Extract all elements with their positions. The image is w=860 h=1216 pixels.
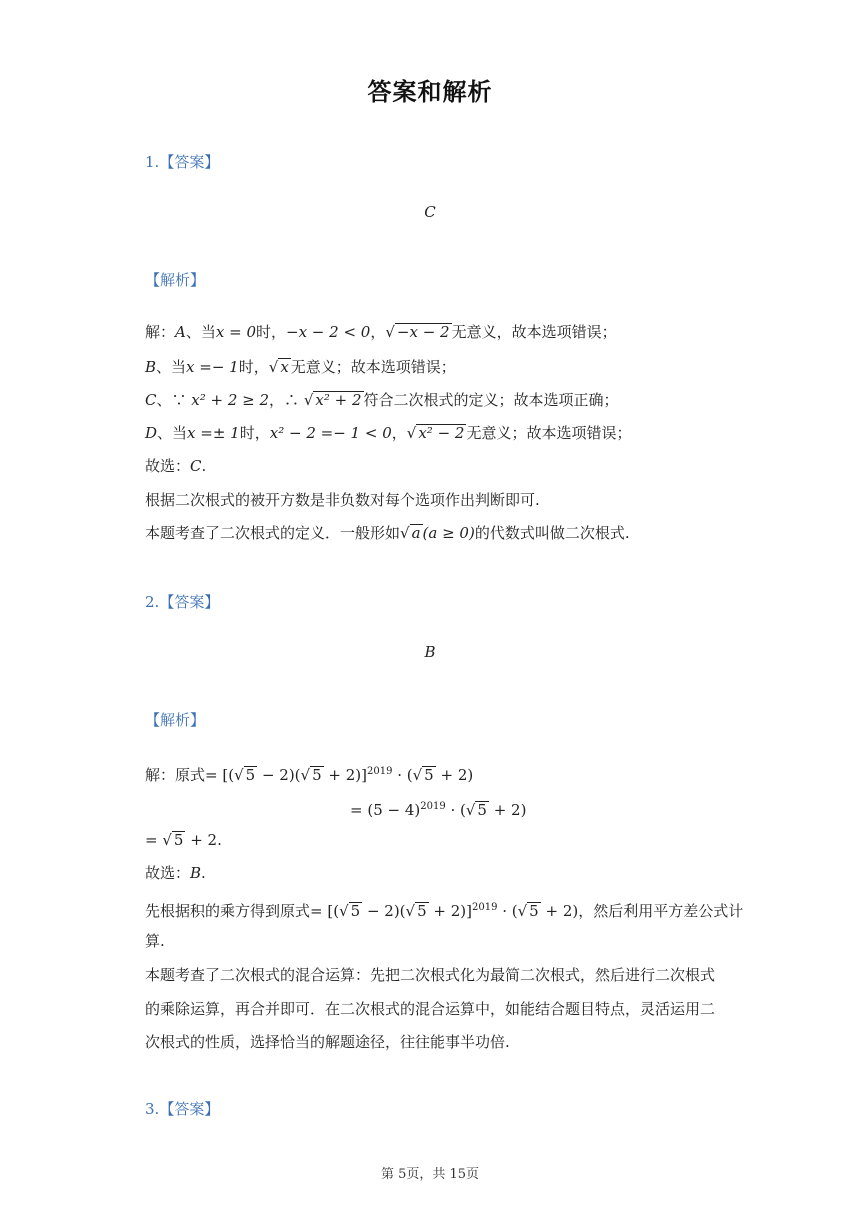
sqrt-expression: √ x² + 2	[303, 391, 362, 409]
sqrt-expression: √ 5	[162, 831, 184, 849]
sqrt-expression: √ x	[268, 358, 289, 376]
q1-analysis-tag: 【解析】	[145, 271, 206, 289]
exponent: 2019	[367, 766, 393, 777]
text: ，	[391, 424, 407, 442]
math: = [(	[310, 902, 340, 920]
sqrt-expression: √ 5	[412, 766, 434, 784]
math: + 2)	[435, 766, 474, 784]
sqrt-expression: √ 5	[405, 902, 427, 920]
text: 的代数式叫做二次根式.	[474, 524, 630, 542]
radicand: x² + 2	[315, 391, 362, 409]
radicand: x	[280, 358, 289, 376]
q2-answer-heading	[145, 590, 219, 614]
page-footer: 第 5页，共 15页	[380, 1167, 480, 1182]
radicand: a	[411, 524, 421, 542]
text: .	[201, 457, 207, 475]
text: 故选：	[145, 457, 191, 475]
math: · (	[392, 766, 413, 784]
radicand: 5	[245, 766, 256, 784]
exponent: 2019	[472, 902, 498, 913]
text: .	[201, 864, 206, 882]
q2-number: 2.	[145, 593, 160, 611]
q1-answer-tag: 【答案】	[159, 153, 220, 171]
math: + 2)]	[323, 766, 367, 784]
math: x =− 1	[186, 358, 239, 376]
q3-number: 3.	[145, 1100, 160, 1118]
math: + 2)	[488, 801, 527, 819]
math: · (	[445, 801, 466, 819]
math: = [(	[205, 766, 235, 784]
text: 、∵	[156, 391, 192, 409]
radicand: 5	[424, 766, 434, 784]
sqrt-expression: √ 5	[234, 766, 256, 784]
math: x = 0	[215, 323, 256, 341]
math: x² + 2 ≥ 2	[191, 391, 270, 409]
option-letter: D	[145, 424, 158, 442]
sqrt-expression: √ 5	[339, 902, 361, 920]
q3-answer-tag: 【答案】	[159, 1100, 220, 1118]
math: = (5 − 4)	[350, 801, 421, 819]
q2-answer-value: B	[424, 643, 436, 661]
sqrt-expression: √ −x − 2	[385, 323, 450, 341]
text: ，∴	[269, 391, 304, 409]
q1-analysis-line-3	[145, 388, 619, 412]
text: 、当	[156, 358, 187, 376]
sqrt-expression: √ x² − 2	[406, 424, 465, 442]
q2-analysis-heading	[145, 708, 205, 732]
q1-analysis-line-6: 根据二次根式的被开方数是非负数对每个选项作出判断即可.	[145, 491, 540, 509]
math: =	[145, 831, 163, 849]
math: − 2)(	[362, 902, 406, 920]
q1-analysis-line-7	[145, 521, 630, 545]
q2-analysis-line-5	[145, 896, 743, 923]
q1-analysis-line-1	[145, 320, 617, 344]
q2-analysis-line-7: 本题考查了二次根式的混合运算：先把二次根式化为最简二次根式，然后进行二次根式	[145, 966, 716, 984]
q2-analysis-line-1	[145, 760, 473, 787]
text: 本题考查了二次根式的定义．一般形如	[145, 524, 401, 542]
q2-analysis-line-9: 次根式的性质，选择恰当的解题途径，往往能事半功倍.	[145, 1033, 510, 1051]
text: 解：	[145, 323, 176, 341]
text: 解：原式	[145, 766, 206, 784]
radicand: x² − 2	[418, 424, 465, 442]
q1-answer-value: C	[424, 203, 436, 221]
q1-analysis-line-4	[145, 421, 631, 445]
text: 时，	[238, 358, 269, 376]
text: 时，	[239, 424, 270, 442]
radicand: 5	[173, 831, 184, 849]
sqrt-expression: √ 5	[517, 902, 539, 920]
math: · (	[497, 902, 518, 920]
math: + 2.	[185, 831, 222, 849]
radicand: −x − 2	[396, 323, 450, 341]
q2-analysis-tag: 【解析】	[145, 711, 206, 729]
math: − 2)(	[257, 766, 301, 784]
text: 时，	[255, 323, 286, 341]
math: −x − 2 < 0	[286, 323, 371, 341]
q2-answer-tag: 【答案】	[159, 593, 220, 611]
q1-number: 1.	[145, 153, 160, 171]
q2-analysis-line-4	[145, 861, 206, 885]
q1-analysis-line-5	[145, 454, 206, 478]
math: x =± 1	[187, 424, 240, 442]
math: (a ≥ 0)	[422, 524, 475, 542]
radicand: 5	[350, 902, 361, 920]
text: 先根据积的乘方得到原式	[145, 902, 311, 920]
q2-analysis-line-6: 算.	[145, 932, 165, 950]
q2-analysis-line-2	[350, 795, 526, 822]
radicand: 5	[312, 766, 322, 784]
text: ，然后利用平方差公式计	[578, 902, 744, 920]
text: 符合二次根式的定义；故本选项正确；	[363, 391, 619, 409]
text: 无意义；故本选项错误；	[466, 424, 632, 442]
option-letter: C	[190, 457, 202, 475]
text: 无意义；故本选项错误；	[290, 358, 456, 376]
q2-analysis-line-8: 的乘除运算，再合并即可．在二次根式的混合运算中，如能结合题目特点，灵活运用二	[145, 1000, 716, 1018]
math: x² − 2 =− 1 < 0	[269, 424, 392, 442]
text: 、当	[185, 323, 216, 341]
sqrt-expression: √ 5	[465, 801, 487, 819]
q1-analysis-line-2	[145, 355, 456, 379]
text: 无意义，故本选项错误；	[451, 323, 617, 341]
option-letter: A	[175, 323, 186, 341]
radicand: 5	[529, 902, 539, 920]
q1-answer-heading	[145, 150, 219, 174]
option-letter: C	[145, 391, 157, 409]
radicand: 5	[417, 902, 427, 920]
text: ，	[370, 323, 386, 341]
page-title: 答案和解析	[367, 78, 493, 106]
sqrt-expression: √ 5	[300, 766, 322, 784]
text: 故选：	[145, 864, 191, 882]
math: + 2)]	[428, 902, 472, 920]
math: + 2)	[540, 902, 579, 920]
sqrt-expression: √ a	[400, 524, 421, 542]
exponent: 2019	[420, 801, 446, 812]
option-letter: B	[190, 864, 202, 882]
text: 、当	[157, 424, 188, 442]
radicand: 5	[477, 801, 487, 819]
q2-analysis-line-3	[145, 828, 222, 852]
q3-answer-heading	[145, 1097, 219, 1121]
q1-analysis-heading	[145, 268, 205, 292]
option-letter: B	[145, 358, 157, 376]
